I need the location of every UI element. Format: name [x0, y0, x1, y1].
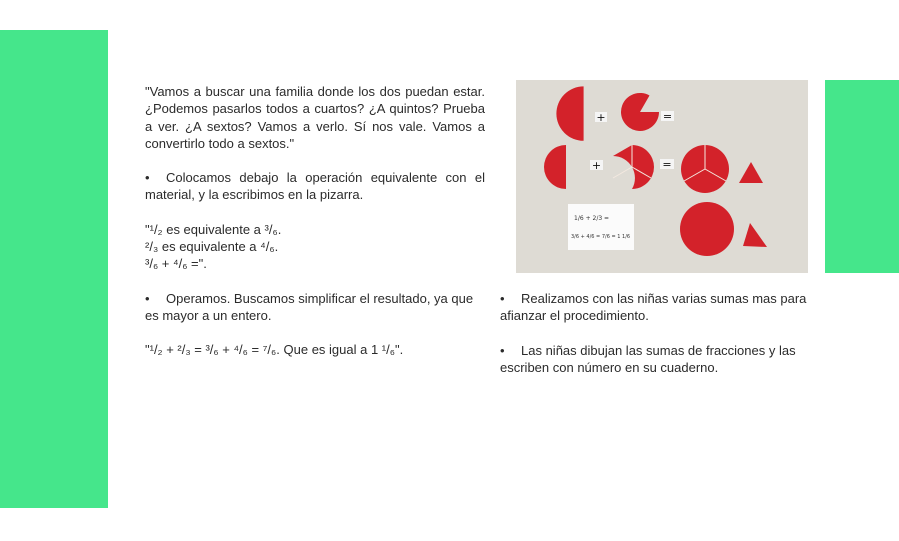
- equation-line: ³/₆ + ⁴/₆ =".: [145, 256, 207, 272]
- written-fraction-card: [568, 204, 634, 250]
- equation-line: ²/₃ es equivalente a ⁴/₆.: [145, 239, 279, 255]
- bullet-dot-icon: •: [500, 342, 505, 358]
- card-line-2: 3/6 + 4/6 = 7/6 = 1 1/6: [571, 234, 631, 240]
- plus-sign: +: [591, 159, 602, 172]
- left-accent-bar: [0, 30, 108, 508]
- plus-sign: +: [596, 111, 606, 124]
- equation-line: "¹/₂ es equivalente a ³/₆.: [145, 221, 282, 237]
- bullet-dot-icon: •: [145, 170, 150, 186]
- bullet-text: Operamos. Buscamos simplificar el resultado, ya que es mayor a un entero.: [145, 290, 474, 323]
- quote-paragraph: "Vamos a buscar una familia donde los dos puedan estar. ¿Podemos pasarlos todos a cuartos? ¿A quintos? Prueba a ver. ¿A sextos? Vamos a verlo. Sí nos vale. Vamos a convertirlo todo a sextos.": [145, 84, 485, 151]
- bullet-item: [500, 342, 845, 377]
- left-text-column: [145, 83, 485, 359]
- bullet-item: [145, 290, 485, 325]
- result-line: "¹/₂ + ²/₃ = ³/₆ + ⁴/₆ = ⁷/₆. Que es igual a 1 ¹/₆".: [145, 342, 404, 358]
- right-accent-bar: [825, 80, 899, 273]
- bullet-text: Colocamos debajo la operación equivalente con el material, y la escribimos en la pizarra.: [145, 170, 485, 203]
- bullet-dot-icon: •: [500, 291, 505, 306]
- whole-circle-piece: [680, 202, 734, 256]
- fraction-circles-photo: [516, 80, 808, 273]
- bullet-dot-icon: •: [145, 290, 150, 306]
- card-line-1: 1/6 + 2/3 =: [574, 215, 610, 222]
- right-text-column: [500, 290, 845, 376]
- bullet-item: [500, 290, 845, 325]
- bullet-text: Realizamos con las niñas varias sumas mas para afianzar el procedimiento.: [500, 291, 807, 324]
- bullet-item: [145, 169, 485, 204]
- bullet-text: Las niñas dibujan las sumas de fracciones y las escriben con número en su cuaderno.: [500, 342, 796, 375]
- equals-sign: =: [662, 110, 673, 123]
- equals-sign: =: [662, 158, 672, 171]
